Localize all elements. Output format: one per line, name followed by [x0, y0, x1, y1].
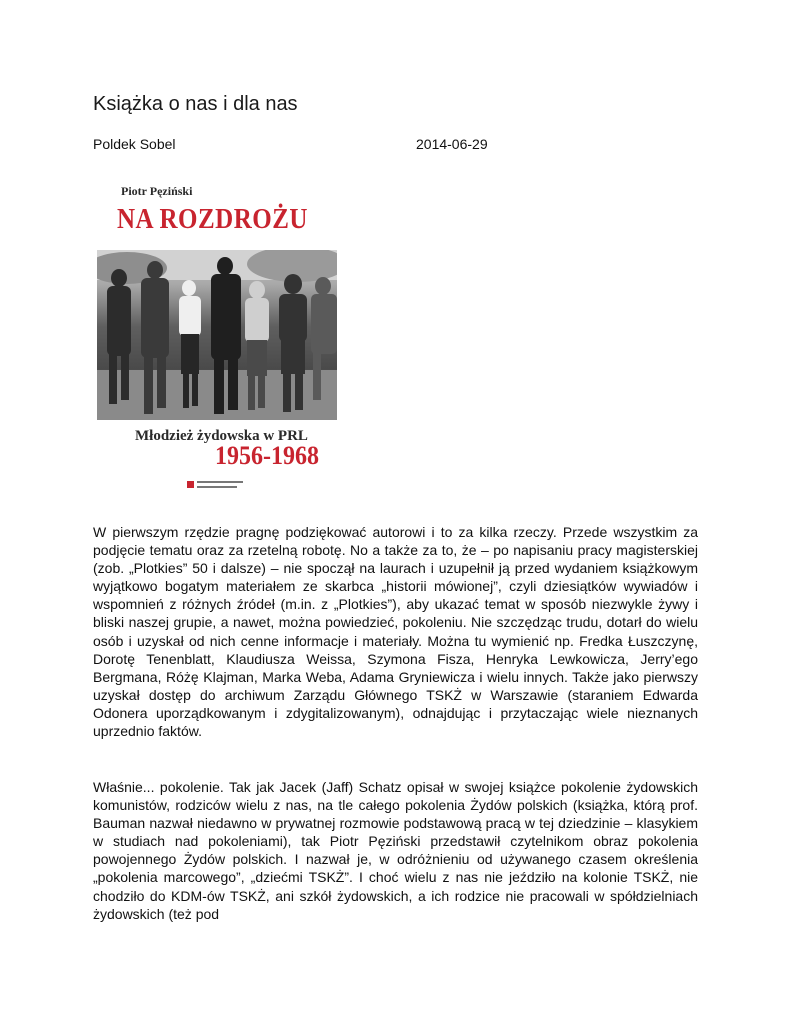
cover-author: Piotr Pęziński [121, 184, 193, 198]
cover-title: NA ROZDROŻU [117, 204, 308, 236]
cover-years: 1956-1968 [215, 442, 319, 471]
author-name: Poldek Sobel [93, 136, 176, 152]
publisher-logo-mark [187, 481, 194, 488]
publisher-logo-line [197, 481, 243, 483]
cover-photo [97, 250, 337, 420]
book-cover-image [97, 178, 337, 494]
body-paragraph: Właśnie... pokolenie. Tak jak Jacek (Jaff) Schatz opisał w swojej książce pokolenie żydowskich komunistów, rodziców wielu z nas, na tle całego pokolenia Żydów polskich (książka, którą prof. Bauman nazwał niedawno w prywatnej rozmowie podstawową pracą w tej dziedzinie – klasykiem w studiach nad pokoleniami), tak Piotr Pęziński przedstawił czytelnikom obraz pokolenia powojennego Żydów polskich. I nazwał je, w odróżnieniu od używanego czasem określenia „pokolenia marcowego”, „dziećmi TSKŻ”. I choć wielu z nas nie jeździło na kolonie TSKŻ, nie chodziło do KDM-ów TSKŻ, ani szkół żydowskich, a ich rodzice nie pracowali w spółdzielniach żydowskich (też pod [93, 779, 698, 922]
publication-date: 2014-06-29 [416, 136, 488, 152]
document-title: Książka o nas i dla nas [93, 93, 298, 115]
cover-photo-figures [97, 250, 337, 420]
publisher-logo [187, 480, 249, 490]
body-paragraph: W pierwszym rzędzie pragnę podziękować autorowi i to za kilka rzeczy. Przede wszystkim za podjęcie tematu oraz za rzetelną robotę. No a także za to, że – po napisaniu pracy magisterskiej (zob. „Plotkies” 50 i dalsze) – nie spoczął na laurach i uzupełnił ją przed wydaniem książkowym wyjątkowo bogatym materiałem ze skarbca „historii mówionej”, czyli dziesiątków wywiadów i wspomnień z różnych źródeł (m.in. z „Plotkies”), aby ukazać temat w sposób niezwykle żywy i bliski naszej grupie, a nawet, można powiedzieć, pokoleniu. Nie szczędząc trudu, dotarł do wielu osób i uzyskał od nich cenne informacje i materiały. Można tu wymienić np. Fredka Łuszczynę, Dorotę Tenenblatt, Klaudiusza Weissa, Szymona Fisza, Henryka Lewkowicza, Jerry’ego Bergmana, Różę Klajman, Marka Weba, Adama Gryniewicza i wielu innych. Także jako pierwszy uzyskał dostęp do archiwum Zarządu Głównego TSKŻ w Warszawie (staraniem Edwarda Odonera uporządkowanym i zdygitalizowanym), odnajdując i przytaczając wiele nieznanych uprzednio faktów. [93, 524, 698, 740]
cover-subtitle: Młodzież żydowska w PRL [135, 428, 308, 444]
publisher-logo-line [197, 486, 237, 488]
